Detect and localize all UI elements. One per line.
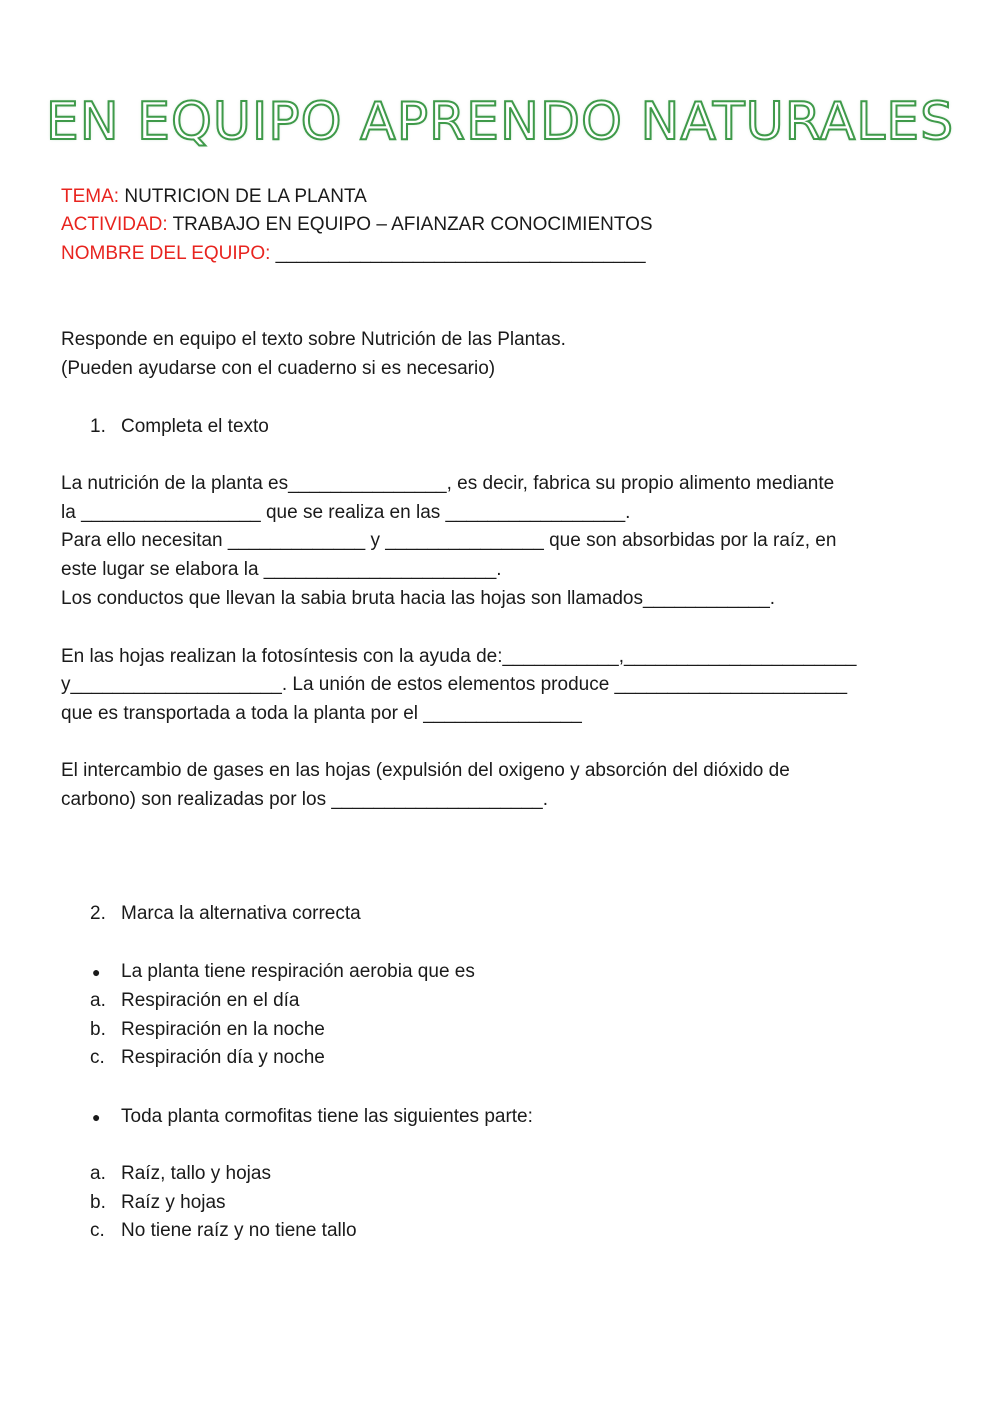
q1-text-line: La nutrición de la planta es_______________, es decir, fabrica su propio alimento mediante: [61, 473, 835, 494]
actividad-value: TRABAJO EN EQUIPO – AFIANZAR CONOCIMIENTOS: [172, 214, 653, 235]
option-text[interactable]: Raíz y hojas: [121, 1192, 226, 1213]
option-letter: a.: [90, 1163, 106, 1184]
option-text[interactable]: Respiración en la noche: [121, 1019, 325, 1040]
option-text[interactable]: No tiene raíz y no tiene tallo: [121, 1220, 357, 1241]
intro-line-2: (Pueden ayudarse con el cuaderno si es necesario): [61, 358, 496, 379]
q1-text-line: En las hojas realizan la fotosíntesis con la ayuda de:___________,______________________: [61, 646, 857, 667]
q1-text-line: que es transportada a toda la planta por el _______________: [61, 703, 582, 724]
option-text[interactable]: Respiración en el día: [121, 990, 300, 1011]
tema-value: NUTRICION DE LA PLANTA: [124, 186, 367, 207]
option-text[interactable]: Raíz, tallo y hojas: [121, 1163, 271, 1184]
tema-line: [61, 183, 367, 211]
actividad-label: ACTIVIDAD:: [61, 214, 168, 235]
bullet-icon: ●: [92, 1109, 101, 1125]
q1-text-line: este lugar se elabora la ______________________.: [61, 559, 502, 580]
q1-text-line: Para ello necesitan _____________ y _______________ que son absorbidas por la raíz, en: [61, 530, 837, 551]
q1-text-line: y____________________. La unión de estos elementos produce ______________________: [61, 674, 848, 695]
tema-label: TEMA:: [61, 186, 120, 207]
bullet-icon: ●: [92, 964, 101, 980]
actividad-line: [61, 211, 653, 239]
q1-text-line: El intercambio de gases en las hojas (expulsión del oxigeno y absorción del dióxido de: [61, 760, 790, 781]
option-letter: b.: [90, 1192, 106, 1213]
equipo-line: [61, 240, 646, 268]
q1-title: Completa el texto: [121, 416, 269, 437]
option-letter: a.: [90, 990, 106, 1011]
question-prompt: La planta tiene respiración aerobia que es: [121, 961, 475, 982]
page-title: EN EQUIPO APRENDO NATURALES: [45, 92, 955, 152]
q2-number: 2.: [90, 903, 106, 924]
intro-line-1: Responde en equipo el texto sobre Nutrición de las Plantas.: [61, 329, 566, 350]
q1-number: 1.: [90, 416, 106, 437]
equipo-blank[interactable]: ___________________________________: [275, 243, 646, 264]
q2-title: Marca la alternativa correcta: [121, 903, 361, 924]
q1-text-line: Los conductos que llevan la sabia bruta hacia las hojas son llamados____________.: [61, 588, 776, 609]
question-prompt: Toda planta cormofitas tiene las siguientes parte:: [121, 1106, 533, 1127]
option-text[interactable]: Respiración día y noche: [121, 1047, 325, 1068]
equipo-label: NOMBRE DEL EQUIPO:: [61, 243, 271, 264]
option-letter: b.: [90, 1019, 106, 1040]
option-letter: c.: [90, 1047, 105, 1068]
q1-text-line: carbono) son realizadas por los ____________________.: [61, 789, 548, 810]
option-letter: c.: [90, 1220, 105, 1241]
q1-text-line: la _________________ que se realiza en las _________________.: [61, 502, 631, 523]
